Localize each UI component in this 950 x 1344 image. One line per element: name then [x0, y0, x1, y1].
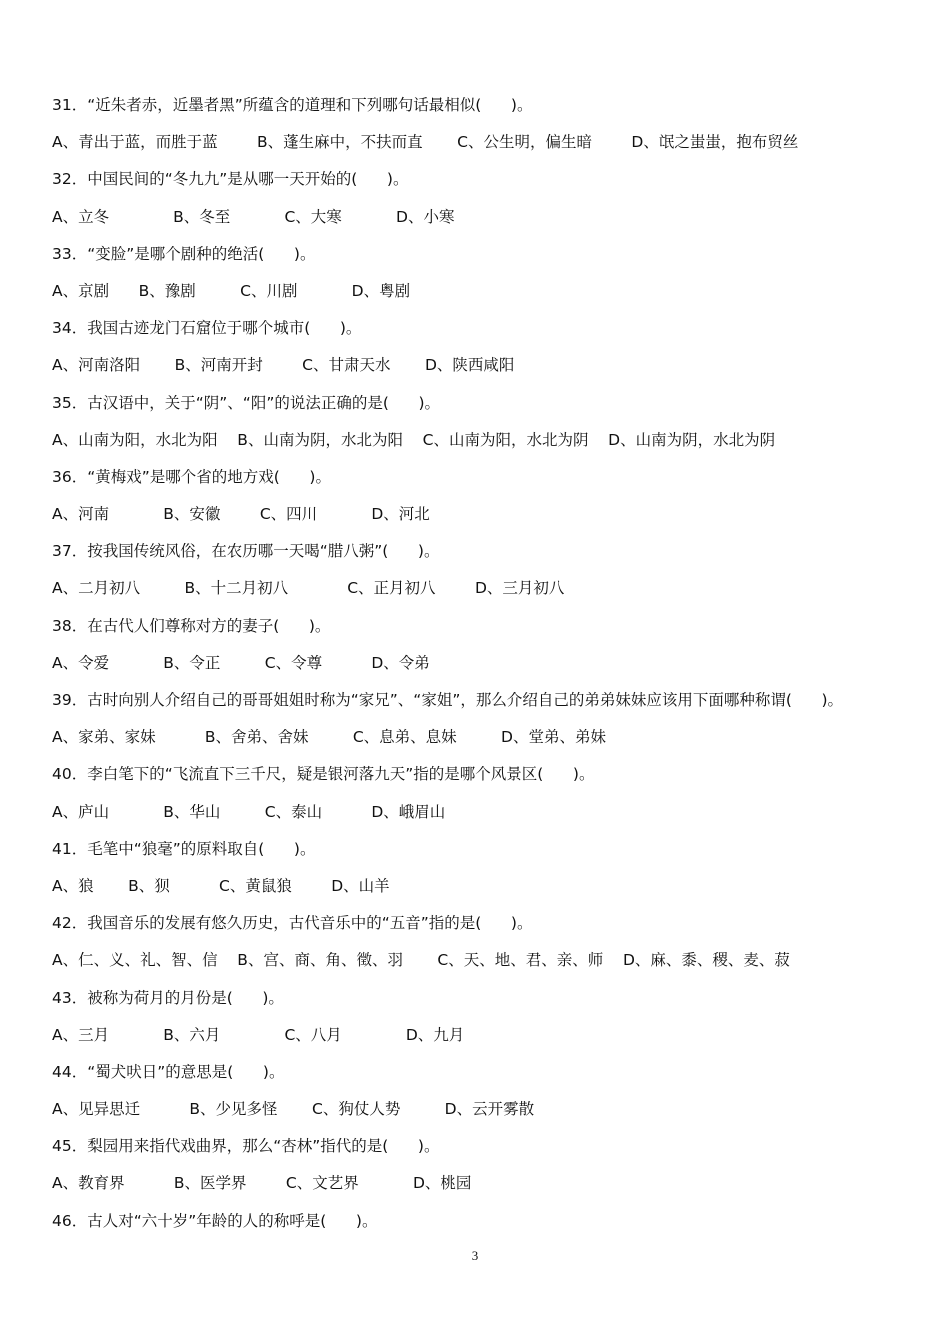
answer-options: A、河南洛阳 B、河南开封 C、甘肃天水 D、陕西咸阳 — [52, 356, 515, 375]
answer-options: A、令爱 B、令正 C、令尊 D、令弟 — [52, 653, 430, 672]
question-text: 34．我国古迹龙门石窟位于哪个城市( )。 — [52, 319, 362, 338]
answer-options: A、见异思迁 B、少见多怪 C、狗仗人势 D、云开雾散 — [52, 1100, 535, 1119]
answer-options: A、教育界 B、医学界 C、文艺界 D、桃园 — [52, 1174, 472, 1193]
answer-options: A、河南 B、安徽 C、四川 D、河北 — [52, 505, 430, 524]
answer-options: A、三月 B、六月 C、八月 D、九月 — [52, 1025, 465, 1044]
answer-options: A、仁、义、礼、智、信 B、宫、商、角、徵、羽 C、天、地、君、亲、师 D、麻、黍、稷、麦、菽 — [52, 951, 790, 970]
question-text: 38．在古代人们尊称对方的妻子( )。 — [52, 616, 331, 635]
question-text: 36．“黄梅戏”是哪个省的地方戏( )。 — [52, 467, 331, 486]
question-text: 40．李白笔下的“飞流直下三千尺，疑是银河落九天”指的是哪个风景区( )。 — [52, 765, 595, 784]
question-text: 46．古人对“六十岁”年龄的人的称呼是( )。 — [52, 1211, 378, 1230]
question-text: 44．“蜀犬吠日”的意思是( )。 — [52, 1062, 285, 1081]
answer-options: A、京剧 B、豫剧 C、川剧 D、粤剧 — [52, 281, 411, 300]
page-number: 3 — [471, 1248, 479, 1263]
question-text: 43．被称为荷月的月份是( )。 — [52, 988, 284, 1007]
question-text: 33．“变脸”是哪个剧种的绝活( )。 — [52, 244, 316, 263]
answer-options: A、家弟、家妹 B、舍弟、舍妹 C、息弟、息妹 D、堂弟、弟妹 — [52, 728, 606, 747]
question-text: 31．“近朱者赤，近墨者黑”所蕴含的道理和下列哪句话最相似( )。 — [52, 96, 533, 114]
answer-options: A、狼 B、狈 C、黄鼠狼 D、山羊 — [52, 876, 390, 895]
question-text: 37．按我国传统风俗，在农历哪一天喝“腊八粥”( )。 — [52, 542, 440, 561]
answer-options: A、山南为阳，水北为阳 B、山南为阴，水北为阳 C、山南为阳，水北为阴 D、山南为阴，水北为阴 — [52, 430, 776, 449]
document-body — [52, 90, 912, 1243]
question-text: 39．古时向别人介绍自己的哥哥姐姐时称为“家兄”、“家姐”，那么介绍自己的弟弟妹妹应该用下面哪种称谓( )。 — [52, 691, 844, 709]
question-text: 35．古汉语中，关于“阴”、“阳”的说法正确的是( )。 — [52, 393, 441, 412]
answer-options: A、二月初八 B、十二月初八 C、正月初八 D、三月初八 — [52, 579, 565, 598]
question-text: 45．梨园用来指代戏曲界，那么“杏林”指代的是( )。 — [52, 1137, 440, 1156]
question-text: 32．中国民间的“冬九九”是从哪一天开始的( )。 — [52, 170, 409, 189]
answer-options: A、青出于蓝，而胜于蓝 B、蓬生麻中，不扶而直 C、公生明，偏生暗 D、氓之蚩蚩，抱布贸丝 — [52, 133, 799, 152]
answer-options: A、立冬 B、冬至 C、大寒 D、小寒 — [52, 207, 455, 226]
question-text: 42．我国音乐的发展有悠久历史，古代音乐中的“五音”指的是( )。 — [52, 914, 533, 933]
question-text: 41．毛笔中“狼毫”的原料取自( )。 — [52, 839, 316, 858]
answer-options: A、庐山 B、华山 C、泰山 D、峨眉山 — [52, 802, 446, 821]
